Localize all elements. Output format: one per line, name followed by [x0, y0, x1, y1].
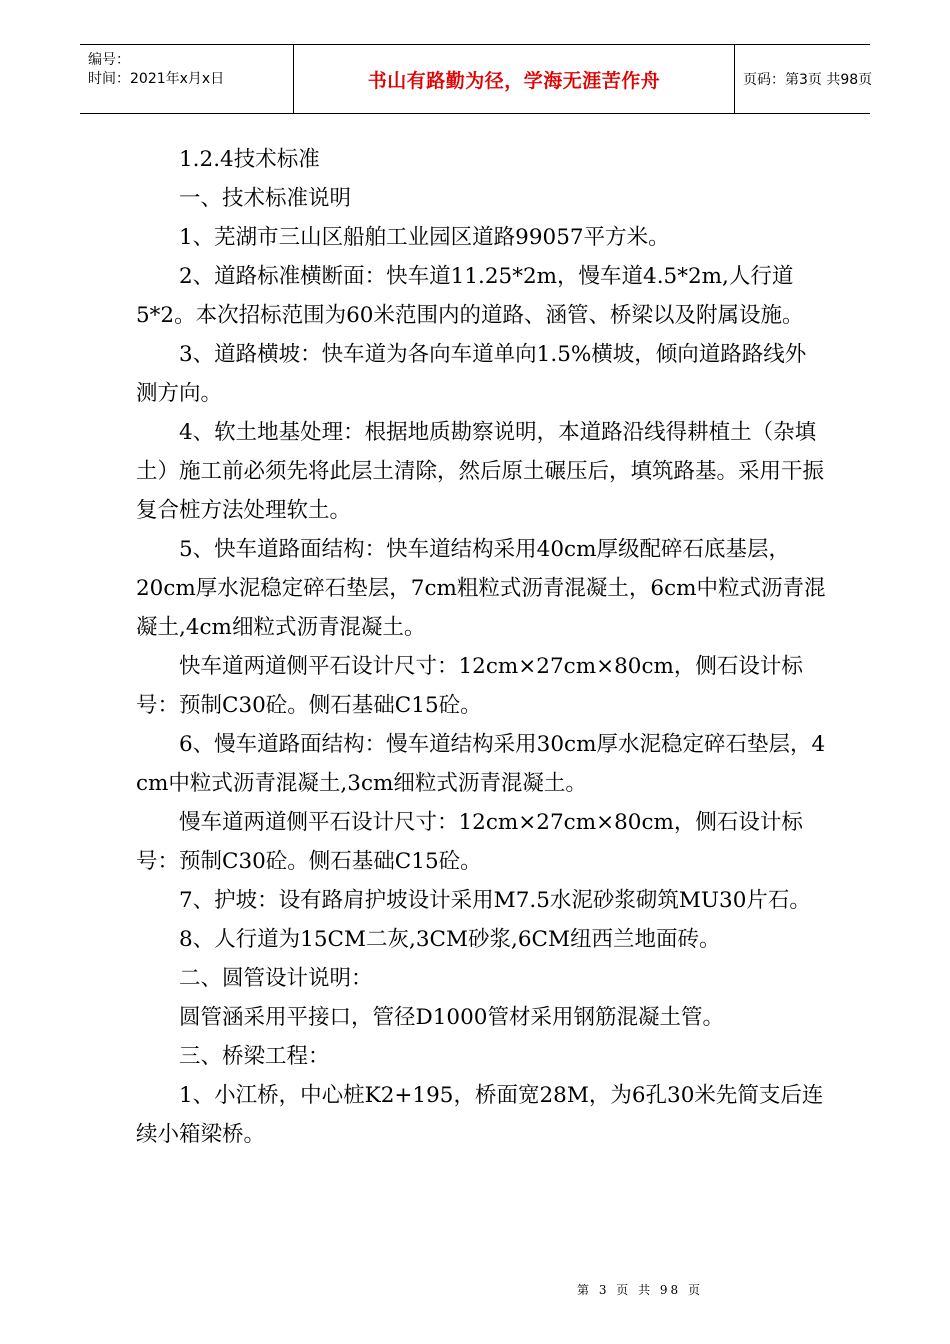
subsection-heading: 一、技术标准说明 — [179, 186, 352, 211]
document-number-label: 编号： — [88, 52, 130, 68]
paragraph: 7、护坡：设有路肩护坡设计采用M7.5水泥砂浆砌筑MU30片石。 — [179, 888, 811, 913]
paragraph: 圆管涵采用平接口，管径D1000管材采用钢筋混凝土管。 — [179, 1005, 724, 1030]
header-page-info: 页码：第3页 共98页 — [743, 72, 873, 88]
paragraph: 3、道路横坡：快车道为各向车道单向1.5%横坡，倾向道路路线外测方向。 — [136, 342, 807, 406]
paragraph: 1、芜湖市三山区船舶工业园区道路99057平方米。 — [179, 225, 670, 250]
paragraph: 1、小江桥，中心桩K2+195，桥面宽28M，为6孔30米先简支后连续小箱梁桥。 — [136, 1083, 824, 1147]
paragraph: 6、慢车道路面结构：慢车道结构采用30cm厚水泥稳定碎石垫层，4 cm中粒式沥青混凝土,3cm细粒式沥青混凝土。 — [136, 732, 826, 796]
subsection-heading: 三、桥梁工程： — [179, 1044, 330, 1069]
paragraph: 8、人行道为15CM二灰,3CM砂浆,6CM纽西兰地面砖。 — [179, 927, 721, 952]
paragraph: 2、道路标准横断面：快车道11.25*2m，慢车道4.5*2m,人行道5*2。本次招标范围为60米范围内的道路、涵管、桥梁以及附属设施。 — [136, 264, 804, 328]
header-motto: 书山有路勤为径，学海无涯苦作舟 — [367, 69, 661, 92]
paragraph: 4、软土地基处理：根据地质勘察说明，本道路沿线得耕植土（杂填土）施工前必须先将此层土清除，然后原土碾压后，填筑路基。采用干振复合桩方法处理软土。 — [136, 420, 825, 523]
subsection-heading: 二、圆管设计说明： — [179, 966, 373, 991]
paragraph: 慢车道两道侧平石设计尺寸：12cm×27cm×80cm，侧石设计标号：预制C30砼。侧石基础C15砼。 — [136, 810, 803, 874]
section-heading: 1.2.4技术标准 — [179, 147, 320, 172]
header-meta — [88, 51, 293, 89]
document-time: 时间：2021年x月x日 — [88, 71, 225, 87]
paragraph: 快车道两道侧平石设计尺寸：12cm×27cm×80cm，侧石设计标号：预制C30砼。侧石基础C15砼。 — [136, 654, 803, 718]
document-body — [136, 140, 826, 1154]
paragraph: 5、快车道路面结构：快车道结构采用40cm厚级配碎石底基层， 20cm厚水泥稳定碎石垫层，7cm粗粒式沥青混凝土，6cm中粒式沥青混凝土,4cm细粒式沥青混凝土。 — [136, 537, 826, 640]
header-motto-cell — [293, 45, 735, 113]
page-header — [80, 44, 873, 114]
page-footer: 第 3 页 共 98 页 — [577, 1283, 703, 1297]
